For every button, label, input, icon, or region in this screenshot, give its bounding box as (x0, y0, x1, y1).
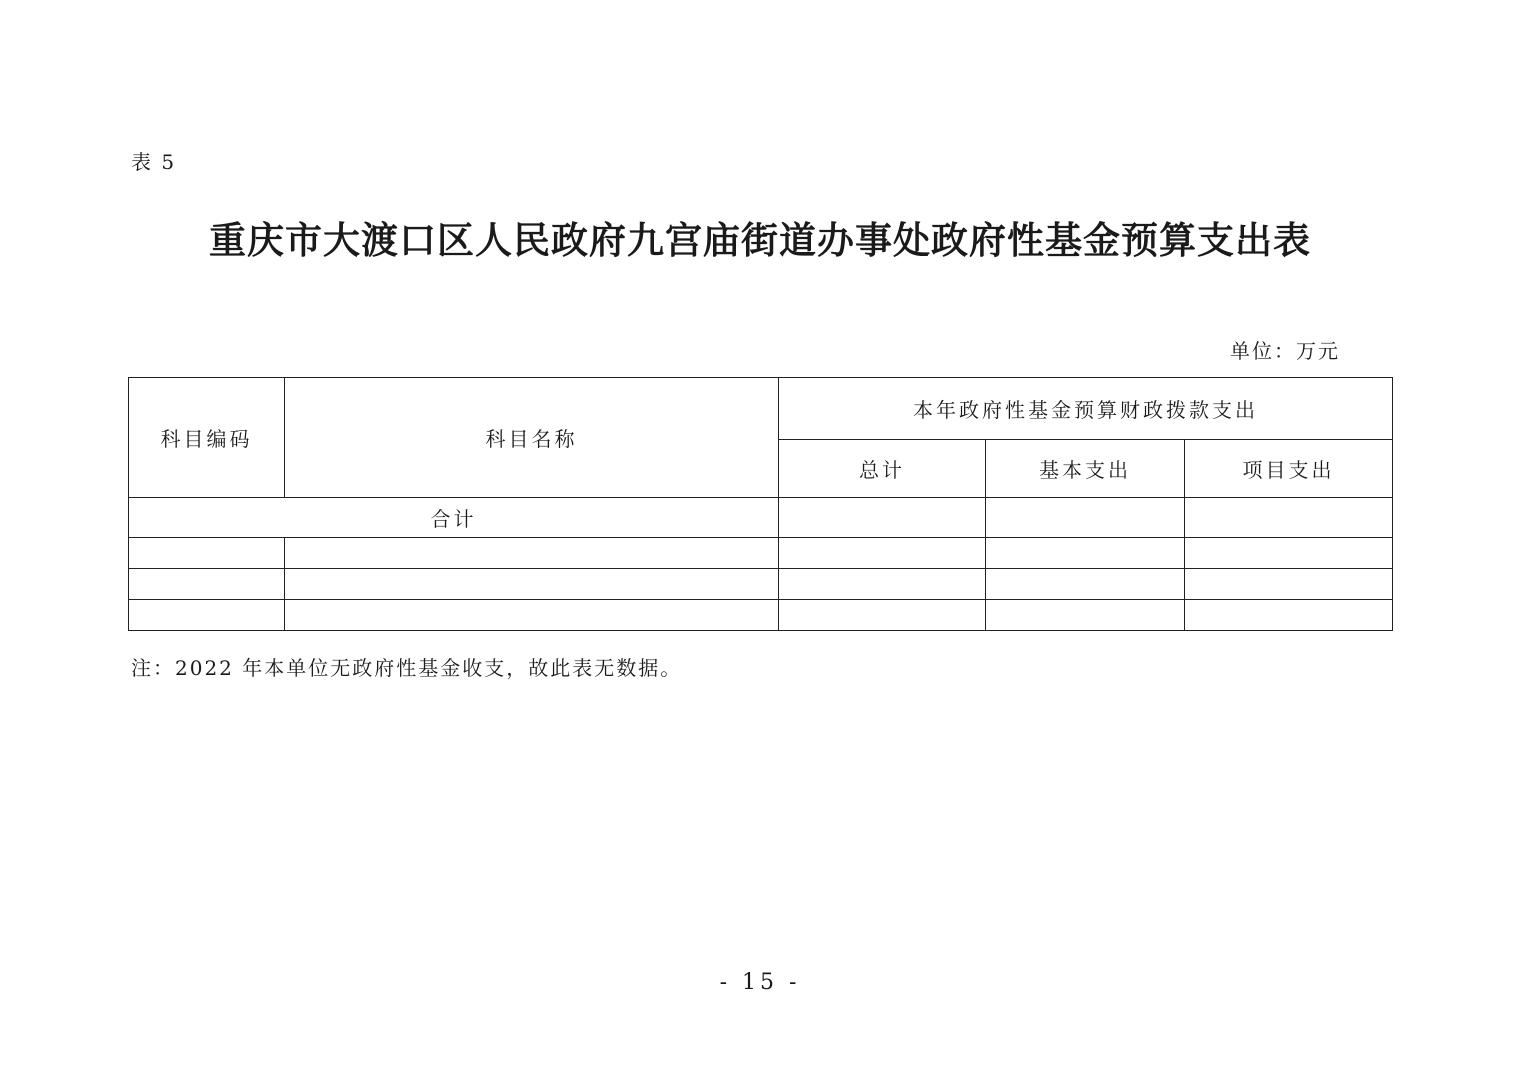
table-footnote: 注：2022 年本单位无政府性基金收支，故此表无数据。 (131, 656, 683, 680)
cell-code (129, 569, 285, 600)
total-basic-cell (986, 498, 1185, 538)
header-project-expenditure: 项目支出 (1185, 440, 1393, 498)
cell-total (779, 600, 986, 631)
table-row (129, 569, 1393, 600)
cell-code (129, 600, 285, 631)
cell-name (285, 600, 779, 631)
cell-basic (986, 600, 1185, 631)
cell-name (285, 538, 779, 569)
total-project-cell (1185, 498, 1393, 538)
table-row (129, 538, 1393, 569)
header-subject-name: 科目名称 (285, 378, 779, 498)
table-header-row (129, 378, 1393, 440)
page-number: - 15 - (719, 970, 801, 995)
table-row (129, 600, 1393, 631)
header-subject-code: 科目编码 (129, 378, 285, 498)
header-total: 总计 (779, 440, 986, 498)
cell-total (779, 538, 986, 569)
cell-project (1185, 569, 1393, 600)
cell-total (779, 569, 986, 600)
total-cell (779, 498, 986, 538)
header-basic-expenditure: 基本支出 (986, 440, 1185, 498)
cell-project (1185, 538, 1393, 569)
table-number-label: 表 5 (131, 150, 177, 174)
header-group-fund-expenditure: 本年政府性基金预算财政拨款支出 (779, 378, 1393, 440)
cell-project (1185, 600, 1393, 631)
budget-expenditure-table (128, 377, 1393, 631)
cell-name (285, 569, 779, 600)
cell-basic (986, 538, 1185, 569)
unit-label: 单位：万元 (1230, 339, 1340, 363)
total-row-label: 合计 (129, 498, 779, 538)
cell-code (129, 538, 285, 569)
cell-basic (986, 569, 1185, 600)
table-total-row (129, 498, 1393, 538)
document-title: 重庆市大渡口区人民政府九宫庙街道办事处政府性基金预算支出表 (209, 218, 1311, 262)
